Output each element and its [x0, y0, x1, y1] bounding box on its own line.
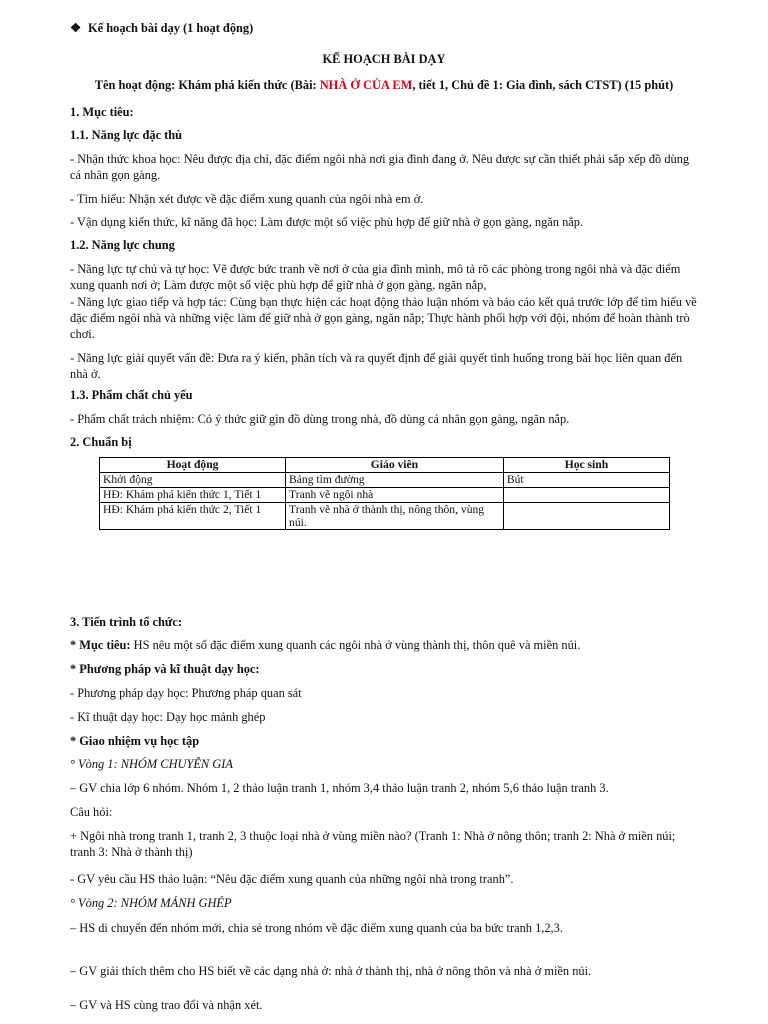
goal-text: HS nêu một số đặc điểm xung quanh các ngôi nhà ở vùng thành thị, thôn quê và miền núi. [130, 638, 581, 652]
diamond-bullet-icon: ❖ [70, 21, 82, 35]
lesson-name: NHÀ Ở CỦA EM [319, 78, 413, 92]
section2-heading: 2. Chuẩn bị [70, 435, 132, 449]
table-row [100, 503, 670, 530]
task-heading: * Giao nhiệm vụ học tập [70, 734, 200, 748]
table-header-cell: Học sinh [503, 458, 669, 473]
paragraph: - GV yêu cầu HS thảo luận: “Nêu đặc điểm xung quanh của những ngôi nhà trong tranh”. [70, 872, 514, 886]
table-cell: Khởi động [100, 473, 286, 488]
table-cell [503, 488, 669, 503]
section1-1-heading: 1.1. Năng lực đặc thù [70, 128, 183, 142]
question-label: Câu hỏi: [70, 805, 113, 819]
paragraph: - Kĩ thuật dạy học: Dạy học mảnh ghép [70, 710, 266, 724]
paragraph: - Phẩm chất trách nhiệm: Có ý thức giữ gìn đồ dùng trong nhà, đồ dùng cá nhân gọn gàng, ngăn nắp. [70, 412, 570, 426]
goal-label: * Mục tiêu: [70, 638, 131, 652]
goal-paragraph [70, 637, 698, 653]
paragraph: - Tìm hiểu: Nhận xét được về đặc điểm xung quanh của ngôi nhà em ở. [70, 192, 424, 206]
table-row [100, 488, 670, 503]
preparation-table [99, 457, 670, 530]
paragraph: - Nhận thức khoa học: Nêu được địa chỉ, đặc điểm ngôi nhà nơi gia đình đang ở. Nêu được sự cần thiết phải sắp xếp đồ dùng cá nhân gọn gàng. [70, 152, 690, 182]
table-row [100, 473, 670, 488]
activity-suffix: , tiết 1, Chủ đề 1: Gia đình, sách CTST) (15 phút) [412, 78, 674, 92]
method-heading: * Phương pháp và kĩ thuật dạy học: [70, 662, 260, 676]
table-cell: Bảng tìm đường [286, 473, 504, 488]
table-header-cell: Hoạt động [100, 458, 286, 473]
paragraph: – HS di chuyển đến nhóm mới, chia sẻ trong nhóm về đặc điểm xung quanh của ba bức tranh 1,2,3. [70, 921, 563, 935]
paragraph: - Năng lực giải quyết vấn đề: Đưa ra ý kiến, phân tích và ra quyết định để giải quyết tình huống trong bài học liên quan đến nhà ở. [70, 351, 683, 381]
section1-3-heading: 1.3. Phẩm chất chủ yếu [70, 388, 193, 402]
paragraph: – GV chia lớp 6 nhóm. Nhóm 1, 2 thảo luận tranh 1, nhóm 3,4 thảo luận tranh 2, nhóm 5,6 thảo luận tranh 3. [70, 781, 609, 795]
table-cell [503, 503, 669, 530]
table-header-cell: Giáo viên [286, 458, 504, 473]
table-cell: HĐ: Khám phá kiến thức 2, Tiết 1 [100, 503, 286, 530]
table-cell: Bút [503, 473, 669, 488]
section1-heading: 1. Mục tiêu: [70, 105, 134, 119]
round1-heading: ° Vòng 1: NHÓM CHUYÊN GIA [70, 757, 233, 771]
table-cell: Tranh vẽ nhà ở thành thị, nông thôn, vùng núi. [286, 503, 504, 530]
section1-2-heading: 1.2. Năng lực chung [70, 238, 175, 252]
paragraph: - Năng lực giao tiếp và hợp tác: Cùng bạn thực hiện các hoạt động thảo luận nhóm và báo cáo kết quả trước lớp để tìm hiểu về đặc điểm ngôi nhà và những việc làm để giữ nhà ở gọn gàng, ngăn nắp; Thực hành phối hợp với đội, nhóm để hoàn thành trò chơi. [70, 295, 697, 341]
page-title: KẾ HOẠCH BÀI DẠY [322, 52, 446, 66]
round2-heading: ° Vòng 2: NHÓM MẢNH GHÉP [70, 896, 232, 910]
header-line [70, 20, 698, 36]
table-header-row [100, 458, 670, 473]
paragraph: – GV giải thích thêm cho HS biết về các dạng nhà ở: nhà ở thành thị, nhà ở nông thôn và nhà ở miền núi. [70, 964, 592, 978]
header-line-text: Kế hoạch bài dạy (1 hoạt động) [88, 21, 254, 35]
paragraph: - Phương pháp dạy học: Phương pháp quan sát [70, 686, 302, 700]
paragraph: - Năng lực tự chủ và tự học: Vẽ được bức tranh về nơi ở của gia đình mình, mô tả rõ các phòng trong ngôi nhà và đặc điểm xung quanh nơi ở; Làm được một số việc phù hợp để giữ nhà ở gọn gàng, ngăn nắp, [70, 262, 681, 292]
paragraph: – GV và HS cùng trao đổi và nhận xét. [70, 998, 263, 1012]
activity-prefix: Tên hoạt động: Khám phá kiến thức (Bài: [94, 78, 320, 92]
table-cell: Tranh vẽ ngôi nhà [286, 488, 504, 503]
activity-title [70, 77, 698, 93]
table-cell: HĐ: Khám phá kiến thức 1, Tiết 1 [100, 488, 286, 503]
section3-heading: 3. Tiến trình tổ chức: [70, 615, 182, 629]
paragraph: + Ngôi nhà trong tranh 1, tranh 2, 3 thuộc loại nhà ở vùng miền nào? (Tranh 1: Nhà ở nông thôn; tranh 2: Nhà ở miền núi; tranh 3: Nhà ở thành thị) [70, 829, 676, 859]
paragraph: - Vận dụng kiến thức, kĩ năng đã học: Làm được một số việc phù hợp để giữ nhà ở gọn gàng, ngăn nắp. [70, 215, 584, 229]
